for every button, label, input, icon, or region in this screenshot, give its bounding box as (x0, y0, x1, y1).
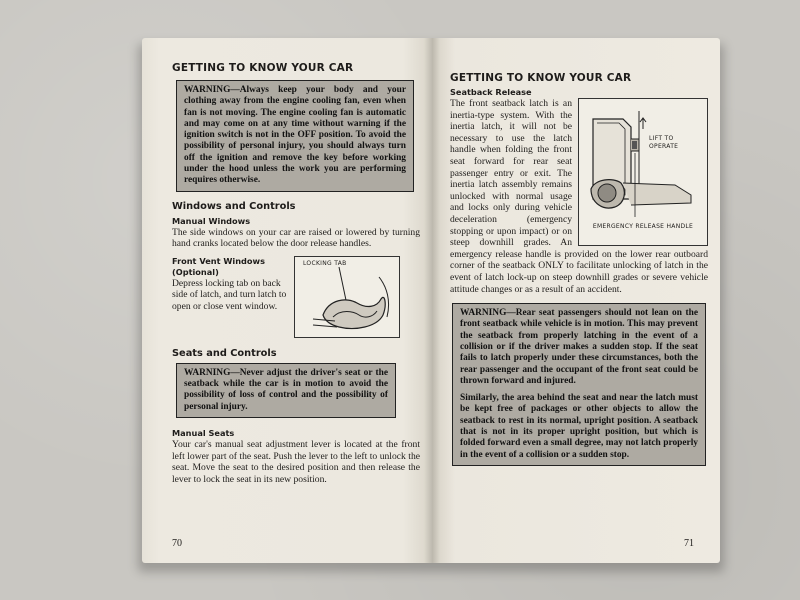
seats-heading: Seats and Controls (172, 347, 277, 359)
windows-heading: Windows and Controls (172, 200, 296, 212)
right-page (432, 38, 720, 563)
vent-text: Depress locking tab on back side of latch, and turn latch to open or close vent window. (172, 277, 287, 313)
left-page (142, 38, 432, 563)
vent-section (172, 256, 420, 340)
vent-subheading: (Optional) (172, 266, 219, 277)
seat-warning-text: WARNING—Never adjust the driver's seat or the seatback while the car is in motion to avoid the possibility of loss of control and the possibility of personal injury. (184, 367, 388, 412)
manual-windows-text: The side windows on your car are raised or lowered by turning hand cranks located below the door release handles. (172, 226, 420, 250)
page-number-right: 71 (684, 538, 694, 549)
seatback-heading: Seatback Release (450, 87, 532, 97)
manual-seats-heading: Manual Seats (172, 428, 235, 439)
page-number-left: 70 (172, 538, 182, 549)
rear-warning-text-1: WARNING—Rear seat passengers should not lean on the front seatback while vehicle is in motion. This may prevent the seatback from properly latching in the event of a collision or if the driver makes a sudden stop. If the seat fails to latch properly under these circumstances, both the rear passenger and the occupant of the front seat could be thrown forward and injured. (460, 308, 698, 386)
fan-warning-box (176, 80, 414, 192)
seatback-release-figure (578, 98, 708, 246)
locking-tab-label: LOCKING TAB (303, 259, 347, 267)
emergency-release-label: EMERGENCY RELEASE HANDLE (592, 223, 694, 230)
manual-windows-heading: Manual Windows (172, 215, 251, 226)
rear-warning-text-2: Similarly, the area behind the seat and near the latch must be kept free of packages or other objects to allow the seatback to rest in its normal, upright position. A seatback that is not in its proper upright position, but which is folded forward even a small degree, may not latch properly in the event of a collision or a sudden stop. (460, 393, 698, 460)
vent-latch-figure (294, 256, 400, 338)
seatback-section (450, 98, 708, 295)
rear-passenger-warning-box (452, 303, 706, 466)
seat-warning-box (176, 363, 396, 418)
seatback-text: The front seatback latch is an inertia-type system. With the inertia latch, it will not be necessary to use the latch handle when folding the front seat forward for rear seat passenger entry or exit. The inertia latch assembly remains unlocked with normal usage and locks only during vehicle deceleration (emergency stopping or upon impact) or on steep downhill grades. An emergency release handle is provided on the lower rear outboard corner of the seatback ONLY to facilitate unlocking of latch in the event of latch lock-up on steep downhill grades or severe vehicle attitude changes or as a result of an accident. (450, 98, 708, 295)
page-title: GETTING TO KNOW YOUR CAR (172, 62, 354, 74)
book-gutter (424, 38, 440, 563)
vent-heading: Front Vent Windows (172, 255, 265, 266)
lift-to-operate-label: LIFT TO OPERATE (649, 135, 679, 150)
page-title-right: GETTING TO KNOW YOUR CAR (450, 72, 632, 84)
fan-warning-text: WARNING—Always keep your body and your clothing away from the engine cooling fan, even when fan is not moving. The engine cooling fan is automatic and may come on at any time without warning if the ignition switch is not in the OFF position. To avoid the possibility of personal injury, you should always turn off the ignition and remove the key before working under the hood unless the work you are performing requires otherwise. (184, 85, 406, 186)
manual-seats-text: Your car's manual seat adjustment lever is located at the front left lower part of the seat. Push the lever to the left to unlock the seat. Move the seat to the desired position and then release the lever to lock the seat in its new position. (172, 439, 420, 485)
vent-latch-drawing (295, 257, 399, 337)
open-manual (142, 38, 720, 565)
